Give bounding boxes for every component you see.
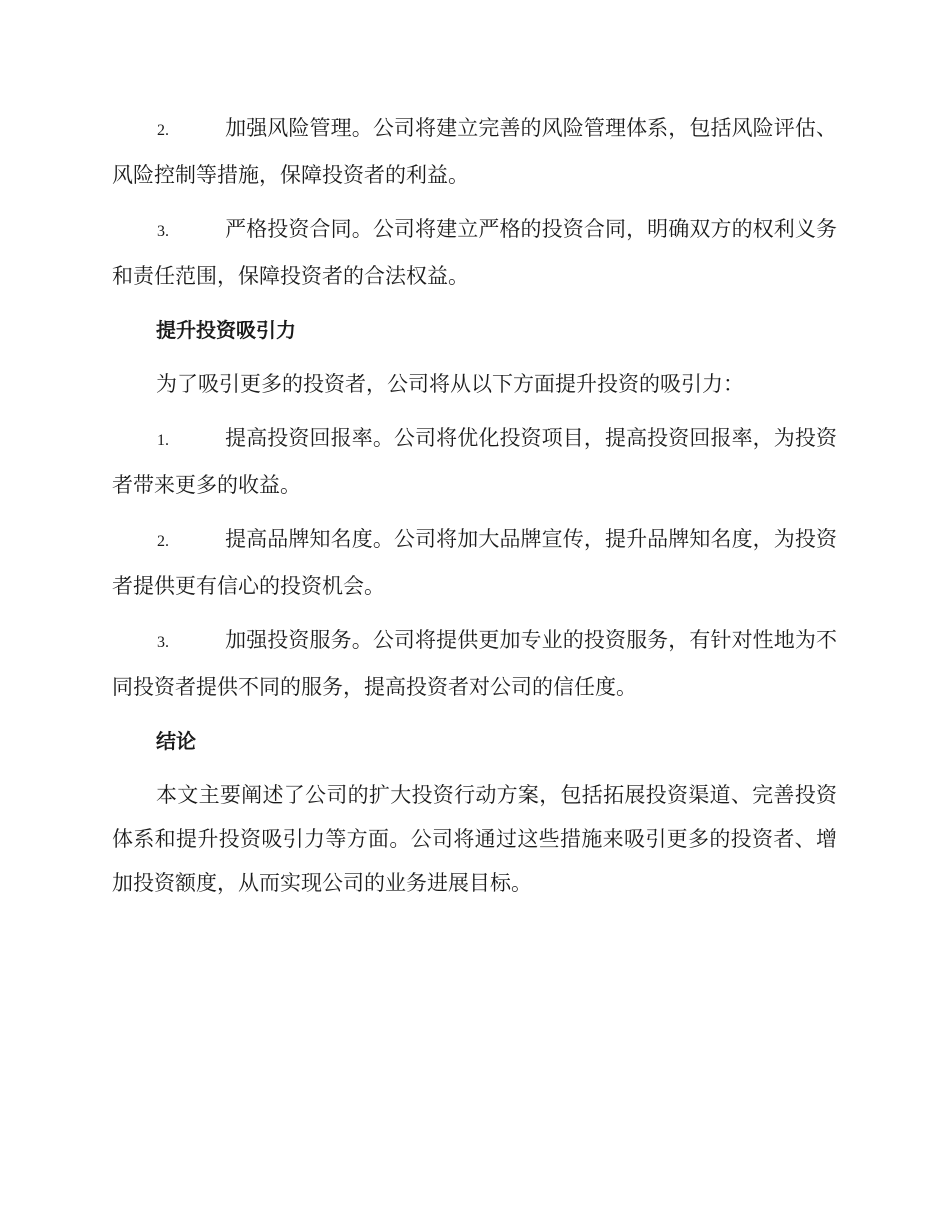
list-number: 2. xyxy=(157,533,169,550)
section-intro: 为了吸引更多的投资者，公司将从以下方面提升投资的吸引力： xyxy=(156,372,744,396)
list-text: 加强风险管理。公司将建立完善的风险管理体系，包括风险评估、风险控制等措施，保障投资者的利益。 xyxy=(112,116,837,187)
list-item xyxy=(112,106,837,197)
list-number: 2. xyxy=(157,122,169,139)
list-number: 3. xyxy=(157,223,169,240)
list-number: 3. xyxy=(157,634,169,651)
conclusion-paragraph: 本文主要阐述了公司的扩大投资行动方案，包括拓展投资渠道、完善投资体系和提升投资吸引力等方面。公司将通过这些措施来吸引更多的投资者、增加投资额度，从而实现公司的业务进展目标。 xyxy=(112,783,837,895)
document-body xyxy=(112,106,837,915)
list-item xyxy=(112,517,837,608)
list-item xyxy=(112,207,837,298)
section-heading-attractiveness: 提升投资吸引力 xyxy=(156,318,296,342)
section-heading-conclusion: 结论 xyxy=(156,729,196,753)
list-text: 严格投资合同。公司将建立严格的投资合同，明确双方的权利义务和责任范围，保障投资者的合法权益。 xyxy=(112,217,837,288)
list-text: 加强投资服务。公司将提供更加专业的投资服务，有针对性地为不同投资者提供不同的服务，提高投资者对公司的信任度。 xyxy=(112,628,837,699)
list-item xyxy=(112,618,837,709)
list-number: 1. xyxy=(157,432,169,449)
list-text: 提高投资回报率。公司将优化投资项目，提高投资回报率，为投资者带来更多的收益。 xyxy=(112,426,837,497)
list-item xyxy=(112,416,837,507)
list-text: 提高品牌知名度。公司将加大品牌宣传，提升品牌知名度，为投资者提供更有信心的投资机会。 xyxy=(112,527,837,598)
